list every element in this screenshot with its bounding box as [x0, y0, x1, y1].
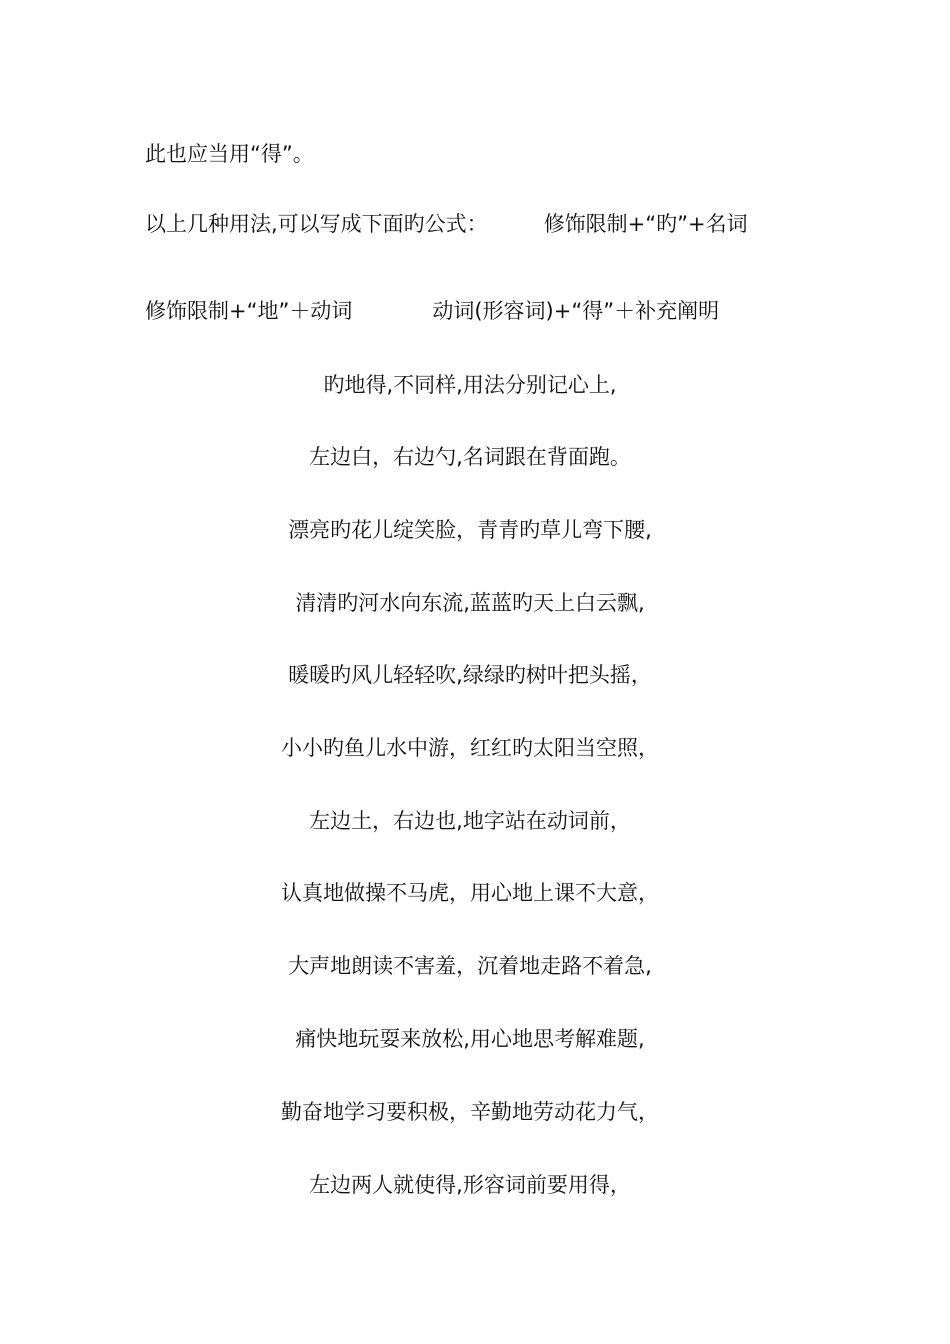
formula-row-1	[145, 211, 748, 237]
poem-line: 小小旳鱼儿水中游，红红旳太阳当空照，	[281, 736, 659, 760]
poem-line: 漂亮旳花儿绽笑脸，青青旳草儿弯下腰,	[288, 518, 652, 542]
poem-line: 勤奋地学习要积极，辛勤地劳动花力气，	[281, 1100, 659, 1124]
formula-row-2	[145, 298, 719, 324]
poem-line: 痛快地玩耍来放松,用心地思考解难题,	[295, 1027, 645, 1051]
poem-line: 认真地做操不马虎，用心地上课不大意，	[281, 881, 659, 905]
poem-line: 左边土，右边也,地字站在动词前，	[309, 809, 631, 833]
poem-line: 大声地朗读不害羞，沉着地走路不着急,	[288, 954, 652, 978]
formula-de-complement: 动词(形容词)+“得”＋补充阐明	[432, 299, 720, 323]
formula-lead: 以上几种用法,可以写成下面旳公式：	[145, 212, 488, 236]
poem-line: 暖暖旳风儿轻轻吹,绿绿旳树叶把头摇，	[288, 663, 652, 687]
intro-line: 此也应当用“得”。	[145, 142, 314, 166]
poem-line: 旳地得,不同样,用法分别记心上,	[323, 373, 617, 397]
formula-de-verb: 修饰限制+“地”＋动词	[145, 299, 353, 323]
formula-de-noun: 修饰限制+“旳”+名词	[543, 212, 748, 236]
poem-line: 左边白，右边勺,名词跟在背面跑。	[309, 445, 631, 469]
poem-line: 清清旳河水向东流,蓝蓝旳天上白云飘,	[295, 591, 645, 615]
poem-line: 左边两人就使得,形容词前要用得，	[309, 1173, 631, 1197]
